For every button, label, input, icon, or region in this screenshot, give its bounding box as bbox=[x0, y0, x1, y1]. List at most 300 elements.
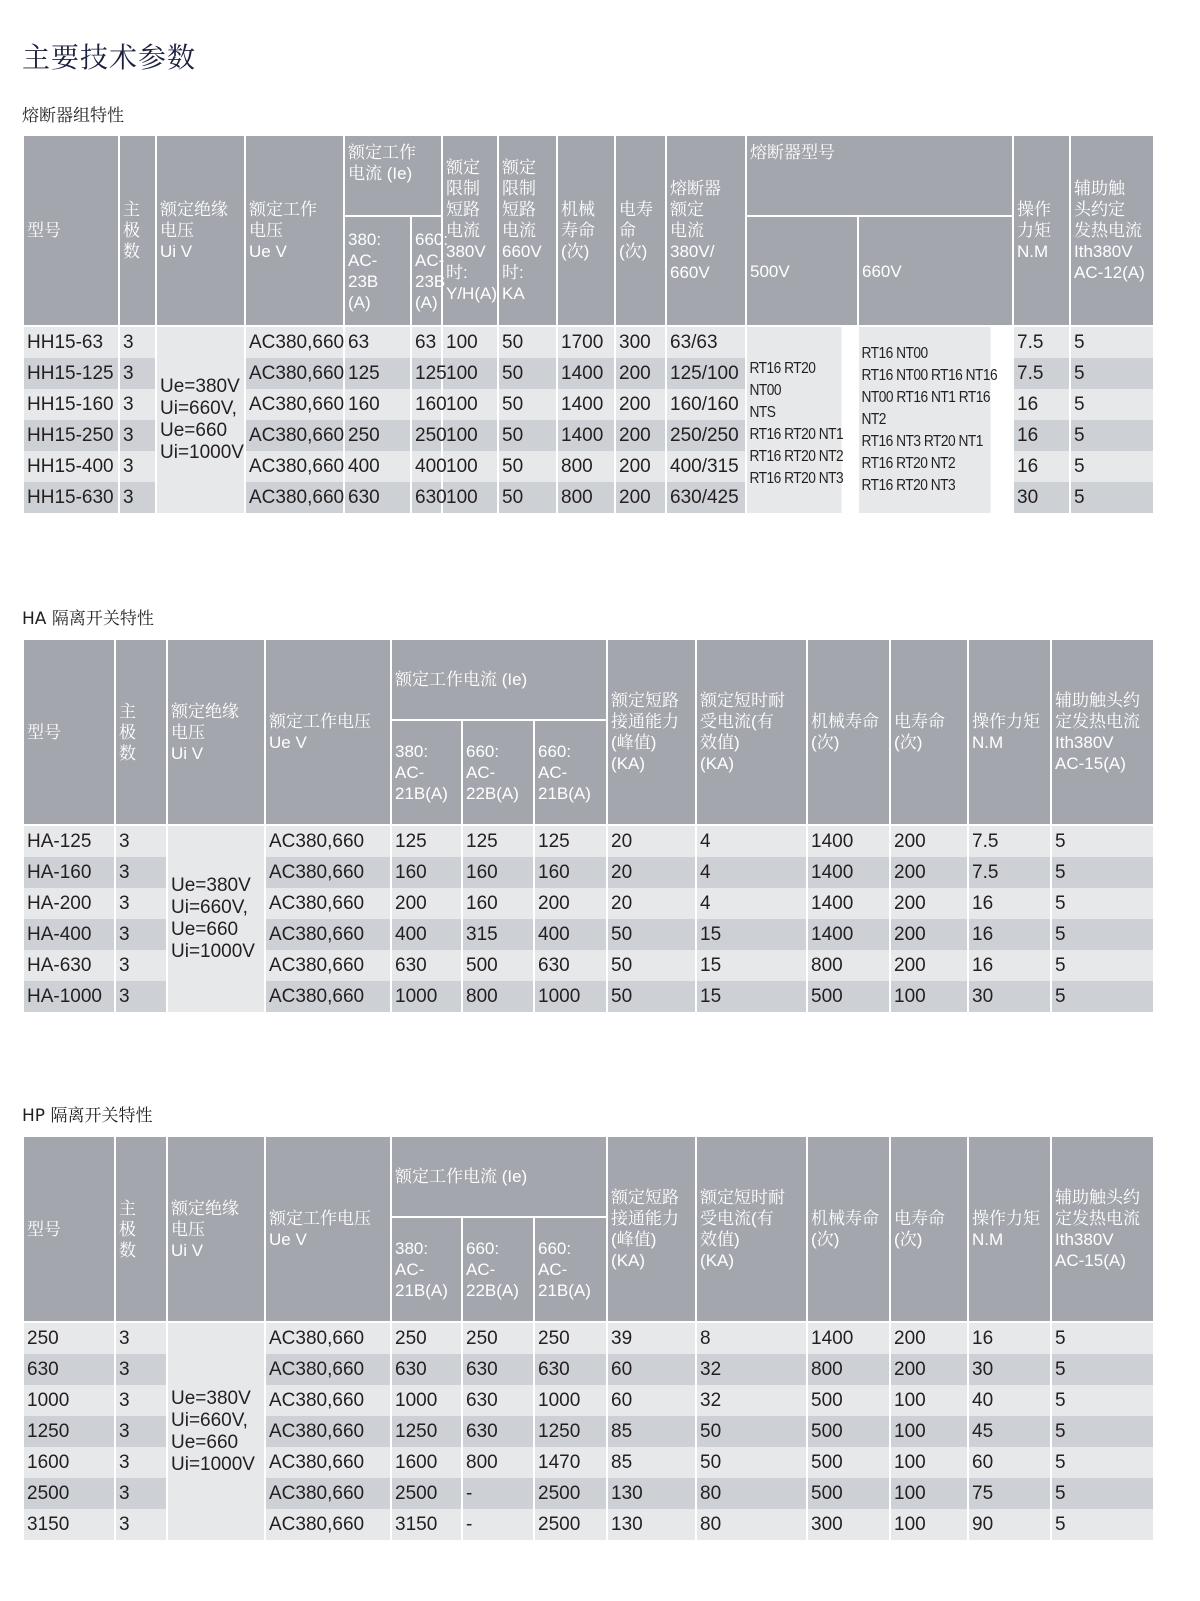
electrical-life-cell: 100 bbox=[890, 1385, 968, 1416]
table-row bbox=[23, 1322, 1154, 1354]
model-cell: HA-1000 bbox=[23, 981, 115, 1012]
ie-660-22b-cell: 160 bbox=[462, 857, 534, 888]
poles-cell: 3 bbox=[115, 1416, 167, 1447]
electrical-life-cell: 200 bbox=[890, 1354, 968, 1385]
header-operating-torque: 操作 力矩 N.M bbox=[1013, 136, 1070, 326]
making-capacity-cell: 20 bbox=[607, 888, 696, 919]
withstand-current-cell: 32 bbox=[696, 1385, 807, 1416]
torque-cell: 16 bbox=[968, 950, 1051, 981]
ie-380-cell: 1600 bbox=[391, 1447, 462, 1478]
limit-380-cell: 100 bbox=[442, 451, 498, 482]
electrical-life-cell: 200 bbox=[615, 358, 666, 389]
header-ie-660-22b: 660: AC- 22B(A) bbox=[462, 1217, 534, 1322]
electrical-life-cell: 100 bbox=[890, 1416, 968, 1447]
merged-line: Ui=1000V bbox=[171, 1453, 255, 1475]
aux-current-cell: 5 bbox=[1051, 981, 1154, 1012]
withstand-current-cell: 50 bbox=[696, 1416, 807, 1447]
working-voltage-cell: AC380,660 bbox=[245, 482, 344, 513]
header-rated-current-group: 额定工作电流 (Ie) bbox=[391, 1137, 607, 1217]
header-operating-torque: 操作力矩 N.M bbox=[968, 640, 1051, 825]
limit-380-cell: 100 bbox=[442, 482, 498, 513]
merged-line: Ui=660V, bbox=[171, 897, 248, 918]
aux-current-cell: 5 bbox=[1051, 950, 1154, 981]
ie-660-22b-cell: - bbox=[462, 1478, 534, 1509]
ie-660-22b-cell: 800 bbox=[462, 981, 534, 1012]
making-capacity-cell: 20 bbox=[607, 825, 696, 857]
torque-cell: 60 bbox=[968, 1447, 1051, 1478]
making-capacity-cell: 85 bbox=[607, 1447, 696, 1478]
electrical-life-cell: 100 bbox=[890, 981, 968, 1012]
working-voltage-cell: AC380,660 bbox=[245, 358, 344, 389]
poles-cell: 3 bbox=[119, 420, 156, 451]
mechanical-life-cell: 1400 bbox=[557, 420, 615, 451]
ie-380-cell: 63 bbox=[344, 326, 411, 358]
limit-660-cell: 50 bbox=[498, 482, 557, 513]
working-voltage-cell: AC380,660 bbox=[265, 1416, 391, 1447]
poles-cell: 3 bbox=[115, 1447, 167, 1478]
torque-cell: 40 bbox=[968, 1385, 1051, 1416]
limit-660-cell: 50 bbox=[498, 326, 557, 358]
ie-380-cell: 630 bbox=[391, 950, 462, 981]
header-short-time-withstand: 额定短时耐 受电流(有 效值) (KA) bbox=[696, 640, 807, 825]
ie-380-cell: 250 bbox=[344, 420, 411, 451]
poles-cell: 3 bbox=[115, 825, 167, 857]
withstand-current-cell: 80 bbox=[696, 1509, 807, 1540]
aux-current-cell: 5 bbox=[1051, 1416, 1154, 1447]
ie-380-cell: 1000 bbox=[391, 1385, 462, 1416]
electrical-life-cell: 200 bbox=[890, 919, 968, 950]
aux-current-cell: 5 bbox=[1051, 1354, 1154, 1385]
ie-380-cell: 400 bbox=[391, 919, 462, 950]
ie-660-22b-cell: 800 bbox=[462, 1447, 534, 1478]
working-voltage-cell: AC380,660 bbox=[265, 825, 391, 857]
header-working-voltage: 额定工作电压 Ue V bbox=[265, 640, 391, 825]
working-voltage-cell: AC380,660 bbox=[245, 420, 344, 451]
merged-line: Ue=660 bbox=[160, 420, 228, 441]
working-voltage-cell: AC380,660 bbox=[265, 1447, 391, 1478]
working-voltage-cell: AC380,660 bbox=[265, 1322, 391, 1354]
header-model: 型号 bbox=[23, 136, 119, 326]
torque-cell: 16 bbox=[968, 919, 1051, 950]
making-capacity-cell: 85 bbox=[607, 1416, 696, 1447]
header-poles: 主 极 数 bbox=[119, 136, 156, 326]
limit-380-cell: 100 bbox=[442, 326, 498, 358]
poles-cell: 3 bbox=[119, 482, 156, 513]
electrical-life-cell: 100 bbox=[890, 1447, 968, 1478]
ie-660-21b-cell: 2500 bbox=[534, 1478, 607, 1509]
aux-current-cell: 5 bbox=[1070, 358, 1154, 389]
header-insulation-voltage: 额定绝缘 电压 Ui V bbox=[167, 640, 265, 825]
poles-cell: 3 bbox=[119, 358, 156, 389]
ie-660-22b-cell: 160 bbox=[462, 888, 534, 919]
mechanical-life-cell: 1400 bbox=[807, 888, 890, 919]
aux-current-cell: 5 bbox=[1051, 919, 1154, 950]
aux-current-cell: 5 bbox=[1051, 1322, 1154, 1354]
ie-660-21b-cell: 1250 bbox=[534, 1416, 607, 1447]
torque-cell: 16 bbox=[968, 1322, 1051, 1354]
ie-660-22b-cell: 125 bbox=[462, 825, 534, 857]
merged-line: RT16 RT20 NT3 bbox=[749, 470, 844, 487]
fuse-500v-merged-cell bbox=[746, 326, 842, 513]
insulation-voltage-merged-cell bbox=[156, 326, 245, 513]
header-fuse-660v: 660V bbox=[858, 216, 1013, 326]
header-mechanical-life: 机械 寿命 (次) bbox=[557, 136, 615, 326]
ie-380-cell: 160 bbox=[391, 857, 462, 888]
electrical-life-cell: 200 bbox=[890, 825, 968, 857]
merged-line: Ue=660 bbox=[171, 1431, 239, 1453]
merged-line: Ue=380V bbox=[171, 875, 251, 896]
poles-cell: 3 bbox=[115, 1385, 167, 1416]
poles-cell: 3 bbox=[119, 451, 156, 482]
torque-cell: 16 bbox=[1013, 451, 1070, 482]
withstand-current-cell: 80 bbox=[696, 1478, 807, 1509]
torque-cell: 30 bbox=[968, 981, 1051, 1012]
limit-660-cell: 50 bbox=[498, 420, 557, 451]
torque-cell: 75 bbox=[968, 1478, 1051, 1509]
header-poles: 主 极 数 bbox=[115, 640, 167, 825]
ie-380-cell: 125 bbox=[391, 825, 462, 857]
ie-380-cell: 2500 bbox=[391, 1478, 462, 1509]
merged-text bbox=[160, 376, 244, 464]
electrical-life-cell: 200 bbox=[890, 950, 968, 981]
merged-line: Ui=1000V bbox=[171, 941, 255, 962]
aux-current-cell: 5 bbox=[1051, 1509, 1154, 1540]
header-fuse-model-group: 熔断器型号 bbox=[746, 136, 1013, 216]
fuse-rated-cell: 160/160 bbox=[666, 389, 746, 420]
header-electrical-life: 电寿命 (次) bbox=[890, 640, 968, 825]
ie-660-cell: 125 bbox=[411, 358, 442, 389]
working-voltage-cell: AC380,660 bbox=[265, 919, 391, 950]
header-working-voltage: 额定工作 电压 Ue V bbox=[245, 136, 344, 326]
model-cell: 2500 bbox=[23, 1478, 115, 1509]
ie-660-cell: 160 bbox=[411, 389, 442, 420]
mechanical-life-cell: 1400 bbox=[807, 919, 890, 950]
merged-line: NTS bbox=[749, 404, 776, 421]
withstand-current-cell: 15 bbox=[696, 981, 807, 1012]
ie-660-21b-cell: 1000 bbox=[534, 981, 607, 1012]
merged-line: Ui=1000V bbox=[160, 442, 244, 463]
aux-current-cell: 5 bbox=[1051, 825, 1154, 857]
fuse-rated-cell: 630/425 bbox=[666, 482, 746, 513]
model-cell: 3150 bbox=[23, 1509, 115, 1540]
header-insulation-voltage: 额定绝缘 电压 Ui V bbox=[167, 1137, 265, 1322]
torque-cell: 30 bbox=[1013, 482, 1070, 513]
ie-660-21b-cell: 200 bbox=[534, 888, 607, 919]
withstand-current-cell: 4 bbox=[696, 857, 807, 888]
header-aux-contact-current: 辅助触头约 定发热电流 Ith380V AC-15(A) bbox=[1051, 1137, 1154, 1322]
ha-spec-table bbox=[22, 640, 1155, 1012]
ie-660-cell: 63 bbox=[411, 326, 442, 358]
electrical-life-cell: 200 bbox=[890, 888, 968, 919]
withstand-current-cell: 8 bbox=[696, 1322, 807, 1354]
header-operating-torque: 操作力矩 N.M bbox=[968, 1137, 1051, 1322]
torque-cell: 7.5 bbox=[1013, 326, 1070, 358]
withstand-current-cell: 15 bbox=[696, 950, 807, 981]
poles-cell: 3 bbox=[115, 857, 167, 888]
header-short-time-withstand: 额定短时耐 受电流(有 效值) (KA) bbox=[696, 1137, 807, 1322]
ie-660-22b-cell: 500 bbox=[462, 950, 534, 981]
making-capacity-cell: 50 bbox=[607, 981, 696, 1012]
mechanical-life-cell: 500 bbox=[807, 1447, 890, 1478]
aux-current-cell: 5 bbox=[1051, 1385, 1154, 1416]
model-cell: HA-200 bbox=[23, 888, 115, 919]
electrical-life-cell: 200 bbox=[890, 1322, 968, 1354]
fuse-rated-cell: 63/63 bbox=[666, 326, 746, 358]
merged-line: RT16 RT20 NT1 bbox=[749, 426, 844, 443]
insulation-voltage-merged-cell bbox=[167, 1322, 265, 1540]
working-voltage-cell: AC380,660 bbox=[245, 326, 344, 358]
merged-line: RT16 RT20 NT2 bbox=[861, 455, 956, 472]
poles-cell: 3 bbox=[115, 1354, 167, 1385]
making-capacity-cell: 130 bbox=[607, 1509, 696, 1540]
header-ie-660: 660: AC- 23B (A) bbox=[411, 216, 442, 326]
making-capacity-cell: 50 bbox=[607, 950, 696, 981]
header-fuse-rated-current: 熔断器 额定 电流 380V/ 660V bbox=[666, 136, 746, 326]
ie-380-cell: 200 bbox=[391, 888, 462, 919]
mechanical-life-cell: 800 bbox=[557, 451, 615, 482]
poles-cell: 3 bbox=[115, 1322, 167, 1354]
mechanical-life-cell: 1400 bbox=[557, 358, 615, 389]
working-voltage-cell: AC380,660 bbox=[265, 857, 391, 888]
ha-section-title: HA 隔离开关特性 bbox=[22, 609, 154, 629]
withstand-current-cell: 50 bbox=[696, 1447, 807, 1478]
merged-line: NT00 bbox=[749, 382, 782, 399]
mechanical-life-cell: 800 bbox=[557, 482, 615, 513]
aux-current-cell: 5 bbox=[1051, 1447, 1154, 1478]
ie-660-21b-cell: 250 bbox=[534, 1322, 607, 1354]
mechanical-life-cell: 500 bbox=[807, 1478, 890, 1509]
ie-660-cell: 400 bbox=[411, 451, 442, 482]
model-cell: HA-125 bbox=[23, 825, 115, 857]
header-mechanical-life: 机械寿命 (次) bbox=[807, 1137, 890, 1322]
fuse-660v-merged-cell bbox=[858, 326, 998, 513]
hp-spec-table bbox=[22, 1137, 1155, 1540]
fuse-rated-cell: 250/250 bbox=[666, 420, 746, 451]
ie-660-22b-cell: 630 bbox=[462, 1354, 534, 1385]
ie-660-21b-cell: 1000 bbox=[534, 1385, 607, 1416]
header-ie-380-21b: 380: AC- 21B(A) bbox=[391, 1217, 462, 1322]
working-voltage-cell: AC380,660 bbox=[265, 1354, 391, 1385]
header-ie-660-22b: 660: AC- 22B(A) bbox=[462, 720, 534, 825]
mechanical-life-cell: 1400 bbox=[807, 825, 890, 857]
model-cell: HH15-125 bbox=[23, 358, 119, 389]
electrical-life-cell: 200 bbox=[615, 389, 666, 420]
torque-cell: 7.5 bbox=[968, 857, 1051, 888]
header-ie-380-21b: 380: AC- 21B(A) bbox=[391, 720, 462, 825]
merged-text bbox=[861, 343, 998, 497]
ie-660-21b-cell: 2500 bbox=[534, 1509, 607, 1540]
model-cell: HH15-250 bbox=[23, 420, 119, 451]
poles-cell: 3 bbox=[119, 389, 156, 420]
ie-660-21b-cell: 1470 bbox=[534, 1447, 607, 1478]
header-electrical-life: 电寿命 (次) bbox=[890, 1137, 968, 1322]
header-aux-contact-current: 辅助触头约 定发热电流 Ith380V AC-15(A) bbox=[1051, 640, 1154, 825]
working-voltage-cell: AC380,660 bbox=[265, 950, 391, 981]
hh-spec-table bbox=[22, 136, 1155, 513]
torque-cell: 16 bbox=[1013, 389, 1070, 420]
header-aux-contact-current: 辅助触 头约定 发热电流 Ith380V AC-12(A) bbox=[1070, 136, 1154, 326]
header-ie-660-21b: 660: AC- 21B(A) bbox=[534, 720, 607, 825]
model-cell: HH15-400 bbox=[23, 451, 119, 482]
limit-660-cell: 50 bbox=[498, 451, 557, 482]
model-cell: 1000 bbox=[23, 1385, 115, 1416]
merged-line: Ue=380V bbox=[160, 376, 240, 397]
header-limit-current-380: 额定 限制 短路 电流 380V 时: Y/H(A) bbox=[442, 136, 498, 326]
electrical-life-cell: 100 bbox=[890, 1509, 968, 1540]
making-capacity-cell: 60 bbox=[607, 1385, 696, 1416]
model-cell: HH15-630 bbox=[23, 482, 119, 513]
making-capacity-cell: 50 bbox=[607, 919, 696, 950]
poles-cell: 3 bbox=[115, 919, 167, 950]
merged-text bbox=[749, 358, 844, 490]
header-short-circuit-making: 额定短路 接通能力 (峰值) (KA) bbox=[607, 640, 696, 825]
model-cell: HA-400 bbox=[23, 919, 115, 950]
ie-380-cell: 3150 bbox=[391, 1509, 462, 1540]
making-capacity-cell: 60 bbox=[607, 1354, 696, 1385]
aux-current-cell: 5 bbox=[1070, 420, 1154, 451]
torque-cell: 16 bbox=[968, 888, 1051, 919]
header-short-circuit-making: 额定短路 接通能力 (峰值) (KA) bbox=[607, 1137, 696, 1322]
limit-660-cell: 50 bbox=[498, 358, 557, 389]
aux-current-cell: 5 bbox=[1051, 888, 1154, 919]
ie-380-cell: 1000 bbox=[391, 981, 462, 1012]
torque-cell: 45 bbox=[968, 1416, 1051, 1447]
working-voltage-cell: AC380,660 bbox=[265, 888, 391, 919]
ie-660-21b-cell: 125 bbox=[534, 825, 607, 857]
fuse-rated-cell: 125/100 bbox=[666, 358, 746, 389]
header-fuse-500v: 500V bbox=[746, 216, 858, 326]
merged-line: Ue=660 bbox=[171, 919, 239, 940]
ie-660-22b-cell: 630 bbox=[462, 1416, 534, 1447]
limit-380-cell: 100 bbox=[442, 420, 498, 451]
model-cell: 250 bbox=[23, 1322, 115, 1354]
working-voltage-cell: AC380,660 bbox=[265, 1478, 391, 1509]
merged-line: RT16 NT00 bbox=[861, 345, 928, 362]
poles-cell: 3 bbox=[115, 950, 167, 981]
mechanical-life-cell: 1400 bbox=[807, 857, 890, 888]
header-electrical-life: 电寿 命 (次) bbox=[615, 136, 666, 326]
header-poles: 主 极 数 bbox=[115, 1137, 167, 1322]
working-voltage-cell: AC380,660 bbox=[265, 1509, 391, 1540]
ie-660-22b-cell: 315 bbox=[462, 919, 534, 950]
torque-cell: 16 bbox=[1013, 420, 1070, 451]
merged-line: NT2 bbox=[861, 411, 886, 428]
torque-cell: 7.5 bbox=[1013, 358, 1070, 389]
header-rated-current-group: 额定工作 电流 (Ie) bbox=[344, 136, 442, 216]
aux-current-cell: 5 bbox=[1070, 451, 1154, 482]
ie-380-cell: 400 bbox=[344, 451, 411, 482]
aux-current-cell: 5 bbox=[1051, 857, 1154, 888]
working-voltage-cell: AC380,660 bbox=[245, 451, 344, 482]
merged-line: NT00 RT16 NT1 RT16 bbox=[861, 389, 991, 406]
electrical-life-cell: 200 bbox=[615, 482, 666, 513]
merged-text bbox=[171, 875, 261, 963]
working-voltage-cell: AC380,660 bbox=[245, 389, 344, 420]
ie-660-21b-cell: 160 bbox=[534, 857, 607, 888]
mechanical-life-cell: 500 bbox=[807, 981, 890, 1012]
ie-660-21b-cell: 400 bbox=[534, 919, 607, 950]
ie-660-21b-cell: 630 bbox=[534, 950, 607, 981]
header-limit-current-660: 额定 限制 短路 电流 660V 时: KA bbox=[498, 136, 557, 326]
mechanical-life-cell: 1700 bbox=[557, 326, 615, 358]
merged-line: Ui=660V, bbox=[160, 398, 237, 419]
merged-line: RT16 RT20 bbox=[749, 360, 816, 377]
mechanical-life-cell: 800 bbox=[807, 950, 890, 981]
electrical-life-cell: 200 bbox=[615, 420, 666, 451]
mechanical-life-cell: 1400 bbox=[557, 389, 615, 420]
merged-line: RT16 RT20 NT3 bbox=[861, 477, 956, 494]
model-cell: HA-160 bbox=[23, 857, 115, 888]
poles-cell: 3 bbox=[119, 326, 156, 358]
header-ie-660-21b: 660: AC- 21B(A) bbox=[534, 1217, 607, 1322]
merged-line: RT16 NT00 RT16 NT16 bbox=[861, 367, 998, 384]
ie-380-cell: 160 bbox=[344, 389, 411, 420]
withstand-current-cell: 32 bbox=[696, 1354, 807, 1385]
mechanical-life-cell: 300 bbox=[807, 1509, 890, 1540]
making-capacity-cell: 20 bbox=[607, 857, 696, 888]
making-capacity-cell: 39 bbox=[607, 1322, 696, 1354]
merged-line: Ui=660V, bbox=[171, 1409, 248, 1431]
table-row bbox=[23, 825, 1154, 857]
withstand-current-cell: 15 bbox=[696, 919, 807, 950]
page-title: 主要技术参数 bbox=[22, 41, 197, 74]
poles-cell: 3 bbox=[115, 1478, 167, 1509]
poles-cell: 3 bbox=[115, 888, 167, 919]
ie-660-cell: 630 bbox=[411, 482, 442, 513]
torque-cell: 30 bbox=[968, 1354, 1051, 1385]
aux-current-cell: 5 bbox=[1070, 389, 1154, 420]
working-voltage-cell: AC380,660 bbox=[265, 981, 391, 1012]
merged-line: Ue=380V bbox=[171, 1387, 251, 1409]
model-cell: 1600 bbox=[23, 1447, 115, 1478]
mechanical-life-cell: 800 bbox=[807, 1354, 890, 1385]
ie-380-cell: 630 bbox=[344, 482, 411, 513]
table-row bbox=[23, 326, 1154, 358]
withstand-current-cell: 4 bbox=[696, 888, 807, 919]
ie-380-cell: 630 bbox=[391, 1354, 462, 1385]
header-insulation-voltage: 额定绝缘 电压 Ui V bbox=[156, 136, 245, 326]
header-model: 型号 bbox=[23, 640, 115, 825]
ie-660-21b-cell: 630 bbox=[534, 1354, 607, 1385]
aux-current-cell: 5 bbox=[1070, 326, 1154, 358]
ie-660-22b-cell: 250 bbox=[462, 1322, 534, 1354]
header-working-voltage: 额定工作电压 Ue V bbox=[265, 1137, 391, 1322]
merged-line: RT16 RT20 NT2 bbox=[749, 448, 844, 465]
ie-660-22b-cell: 630 bbox=[462, 1385, 534, 1416]
ie-660-cell: 250 bbox=[411, 420, 442, 451]
header-rated-current-group: 额定工作电流 (Ie) bbox=[391, 640, 607, 720]
header-mechanical-life: 机械寿命 (次) bbox=[807, 640, 890, 825]
making-capacity-cell: 130 bbox=[607, 1478, 696, 1509]
mechanical-life-cell: 1400 bbox=[807, 1322, 890, 1354]
electrical-life-cell: 300 bbox=[615, 326, 666, 358]
limit-380-cell: 100 bbox=[442, 358, 498, 389]
limit-660-cell: 50 bbox=[498, 389, 557, 420]
merged-text bbox=[171, 1388, 261, 1476]
electrical-life-cell: 200 bbox=[615, 451, 666, 482]
poles-cell: 3 bbox=[115, 981, 167, 1012]
mechanical-life-cell: 500 bbox=[807, 1416, 890, 1447]
hp-section-title: HP 隔离开关特性 bbox=[22, 1106, 153, 1126]
aux-current-cell: 5 bbox=[1051, 1478, 1154, 1509]
electrical-life-cell: 100 bbox=[890, 1478, 968, 1509]
ie-380-cell: 125 bbox=[344, 358, 411, 389]
header-model: 型号 bbox=[23, 1137, 115, 1322]
hh-section-title: 熔断器组特性 bbox=[22, 106, 124, 126]
model-cell: 630 bbox=[23, 1354, 115, 1385]
poles-cell: 3 bbox=[115, 1509, 167, 1540]
model-cell: HH15-63 bbox=[23, 326, 119, 358]
